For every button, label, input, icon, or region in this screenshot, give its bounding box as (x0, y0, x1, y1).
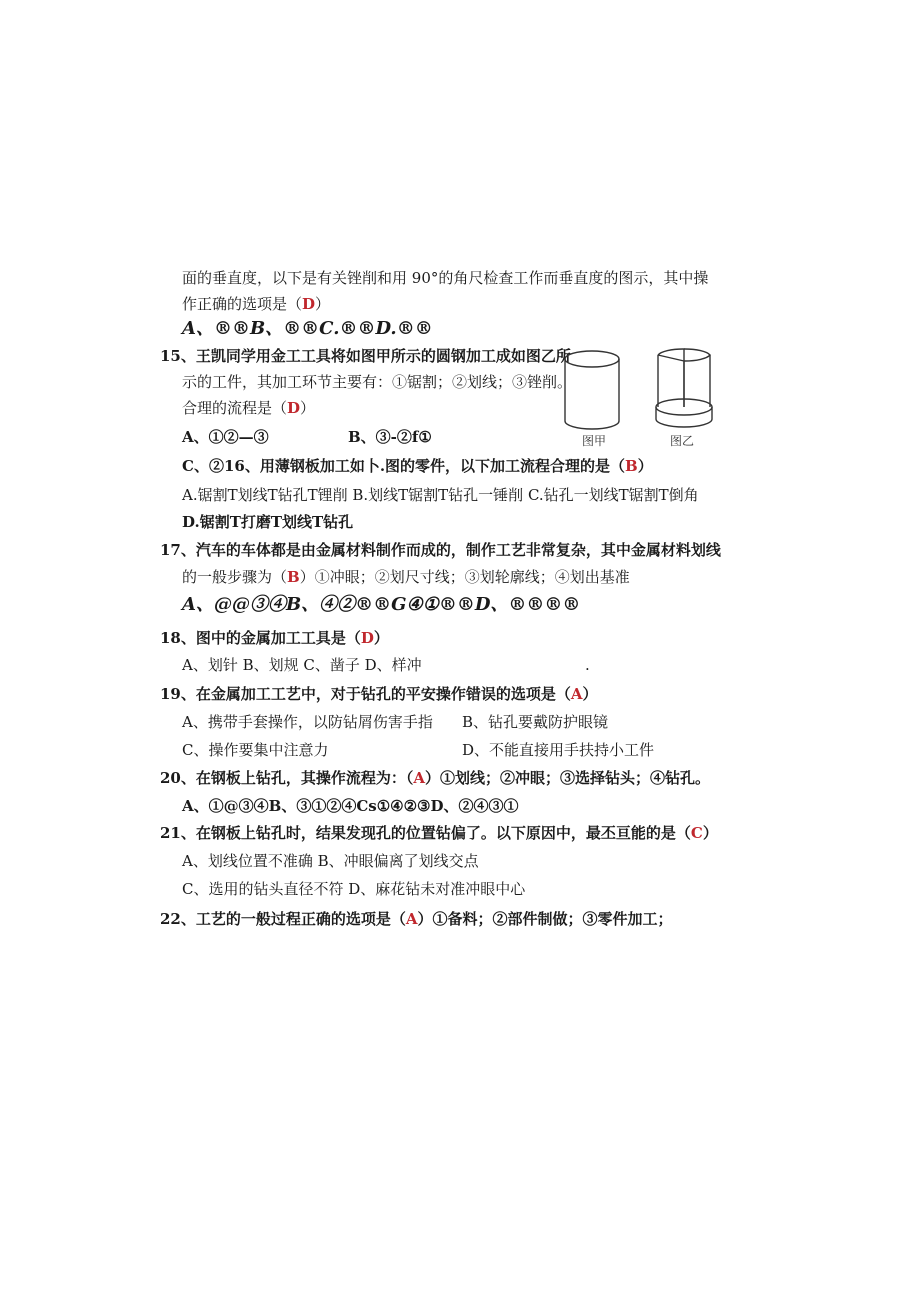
q14-options: A、®®B、®®C.®®D.®® (182, 318, 433, 339)
q16-line-2: A.锯割T划线T钻孔T锂削 B.划线T锯割T钻孔一锤削 C.钻孔一划线T锯割T倒角 (182, 486, 699, 504)
q16-line-3: D.锯割T打磨T划线T钻孔 (182, 513, 354, 531)
q21-line: 21、在钢板上钻孔时，结果发现孔的位置钻偏了。以下原因中，最丕亘能的是（C） (160, 824, 718, 842)
q20-line: 20、在钢板上钻孔，其操作流程为：（A）①划线；②冲眼；③选择钻头；④钻孔。 (160, 769, 711, 787)
q15-option-b: B、③-②f① (348, 428, 432, 446)
q15-option-a: A、①②—③ (182, 428, 269, 446)
q19-option-a: A、携带手套操作，以防钻屑伤害手指 (182, 713, 433, 731)
q17-answer: B (287, 568, 300, 586)
q20-options: A、①@③④B、③①②④Cs①④②③D、②④③① (182, 797, 519, 815)
q15-line-1: 15、王凯同学用金工工具将如图甲所示的圆钢加工成如图乙所 (160, 347, 571, 365)
q16-line-1: C、②16、用薄钢板加工如卜.图的零件，以下加工流程合理的是（B） (182, 457, 653, 475)
fig-a-label: 图甲 (582, 434, 607, 448)
workpiece-figure (656, 349, 712, 427)
q18-line: 18、图中的金属加工工具是（D） (160, 629, 389, 647)
q21-answer: C (690, 824, 703, 842)
q20-answer: A (413, 769, 426, 787)
q15-line-2: 示的工件，其加工环节主要有：①锯割；②划线；③锉削。 (182, 373, 573, 391)
q22-answer: A (405, 910, 418, 928)
q19-answer: A (570, 685, 583, 703)
fig-b-label: 图乙 (670, 434, 695, 448)
q16-answer: B (625, 457, 638, 475)
q19-option-c: C、操作要集中注意力 (182, 741, 329, 759)
q19-line: 19、在金属加工工艺中，对于钻孔的平安操作错误的选项是（A） (160, 685, 598, 703)
q21-options-ab: A、划线位置不准确 B、冲眼偏离了划线交点 (182, 852, 479, 870)
q14-line-2: 作正确的选项是（D） (182, 295, 331, 313)
q18-options: A、划针 B、划规 C、凿子 D、样冲 (182, 656, 422, 674)
q22-line: 22、工艺的一般过程正确的选项是（A）①备料；②部件制做；③零件加工； (160, 910, 673, 928)
q18-dot: . (585, 656, 590, 674)
q15-figure (560, 345, 720, 450)
q15-line-3: 合理的流程是（D） (182, 399, 316, 417)
q19-option-d: D、不能直接用手扶持小工件 (462, 741, 655, 759)
q17-options: A、@@③④B、④②®®G④①®®D、®®®® (182, 594, 581, 615)
q21-options-cd: C、选用的钻头直径不符 D、麻花钻未对准冲眼中心 (182, 880, 526, 898)
q17-line-2: 的一般步骤为（B）①冲眼；②划尺寸线；③划轮廓线；④划出基准 (182, 568, 630, 586)
q19-option-b: B、钻孔要戴防护眼镜 (462, 713, 609, 731)
q14-line-1: 面的垂直度，以下是有关锉削和用 90°的角尺检查工作而垂直度的图示，其中操 (182, 269, 709, 287)
q18-answer: D (360, 629, 374, 647)
q14-answer: D (302, 295, 316, 313)
q15-answer: D (287, 399, 301, 417)
q17-line-1: 17、汽车的车体都是由金属材料制作而成的，制作工艺非常复杂，其中金属材料划线 (160, 541, 721, 559)
cylinder-figure (565, 351, 619, 429)
